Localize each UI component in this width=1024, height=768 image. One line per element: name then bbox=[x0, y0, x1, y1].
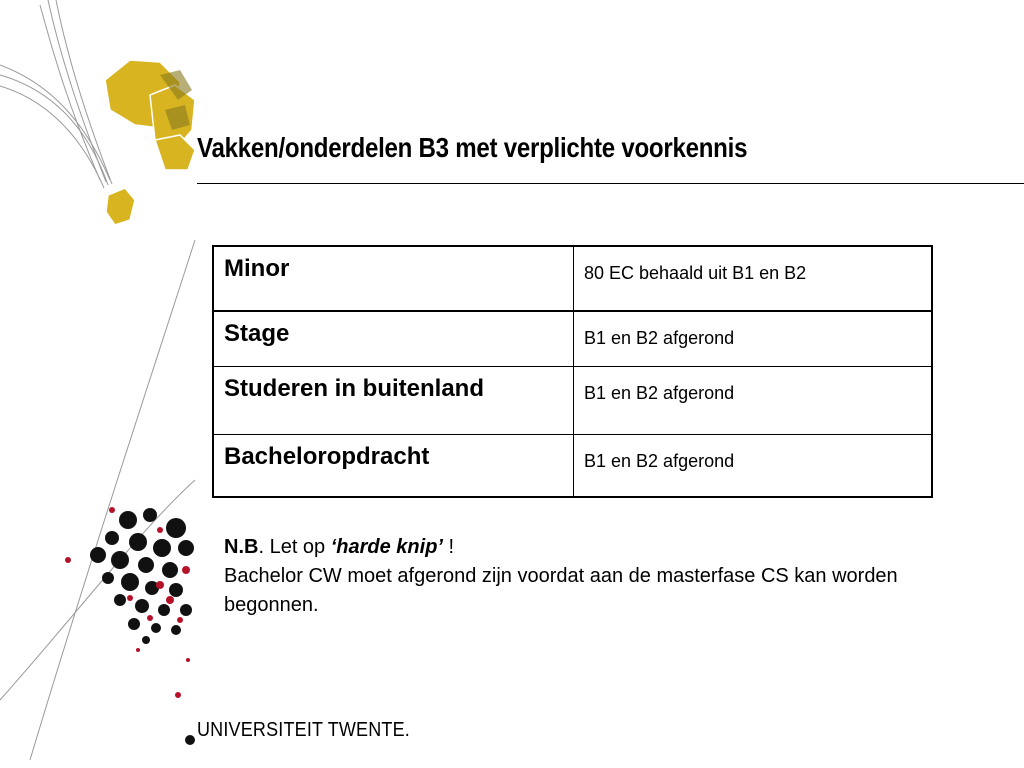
course-name: Studeren in buitenland bbox=[213, 367, 574, 435]
nb-explanation: Bachelor CW moet afgerond zijn voordat aan de masterfase CS kan worden begonnen. bbox=[224, 565, 898, 616]
nb-label: N.B bbox=[224, 536, 259, 558]
prerequisite: B1 en B2 afgerond bbox=[574, 435, 933, 498]
requirements-table bbox=[212, 245, 933, 498]
course-name: Minor bbox=[213, 246, 574, 311]
prerequisite: B1 en B2 afgerond bbox=[574, 367, 933, 435]
slide-title: Vakken/onderdelen B3 met verplichte voorkennis bbox=[197, 132, 748, 163]
table-row bbox=[213, 311, 932, 367]
nb-text-end: ! bbox=[442, 536, 455, 558]
prerequisite: B1 en B2 afgerond bbox=[574, 311, 933, 367]
nb-emphasis: ‘harde knip’ bbox=[330, 536, 443, 558]
university-logo: UNIVERSITEIT TWENTE. bbox=[197, 719, 410, 741]
course-name: Stage bbox=[213, 311, 574, 367]
prerequisite: 80 EC behaald uit B1 en B2 bbox=[574, 246, 933, 311]
table-row bbox=[213, 246, 932, 311]
nb-text: . Let op bbox=[258, 536, 331, 558]
course-name: Bacheloropdracht bbox=[213, 435, 574, 498]
table-row bbox=[213, 367, 932, 435]
decorative-graphic bbox=[0, 0, 200, 768]
table-row bbox=[213, 435, 932, 498]
nb-note bbox=[224, 533, 944, 620]
title-divider bbox=[197, 183, 1024, 184]
